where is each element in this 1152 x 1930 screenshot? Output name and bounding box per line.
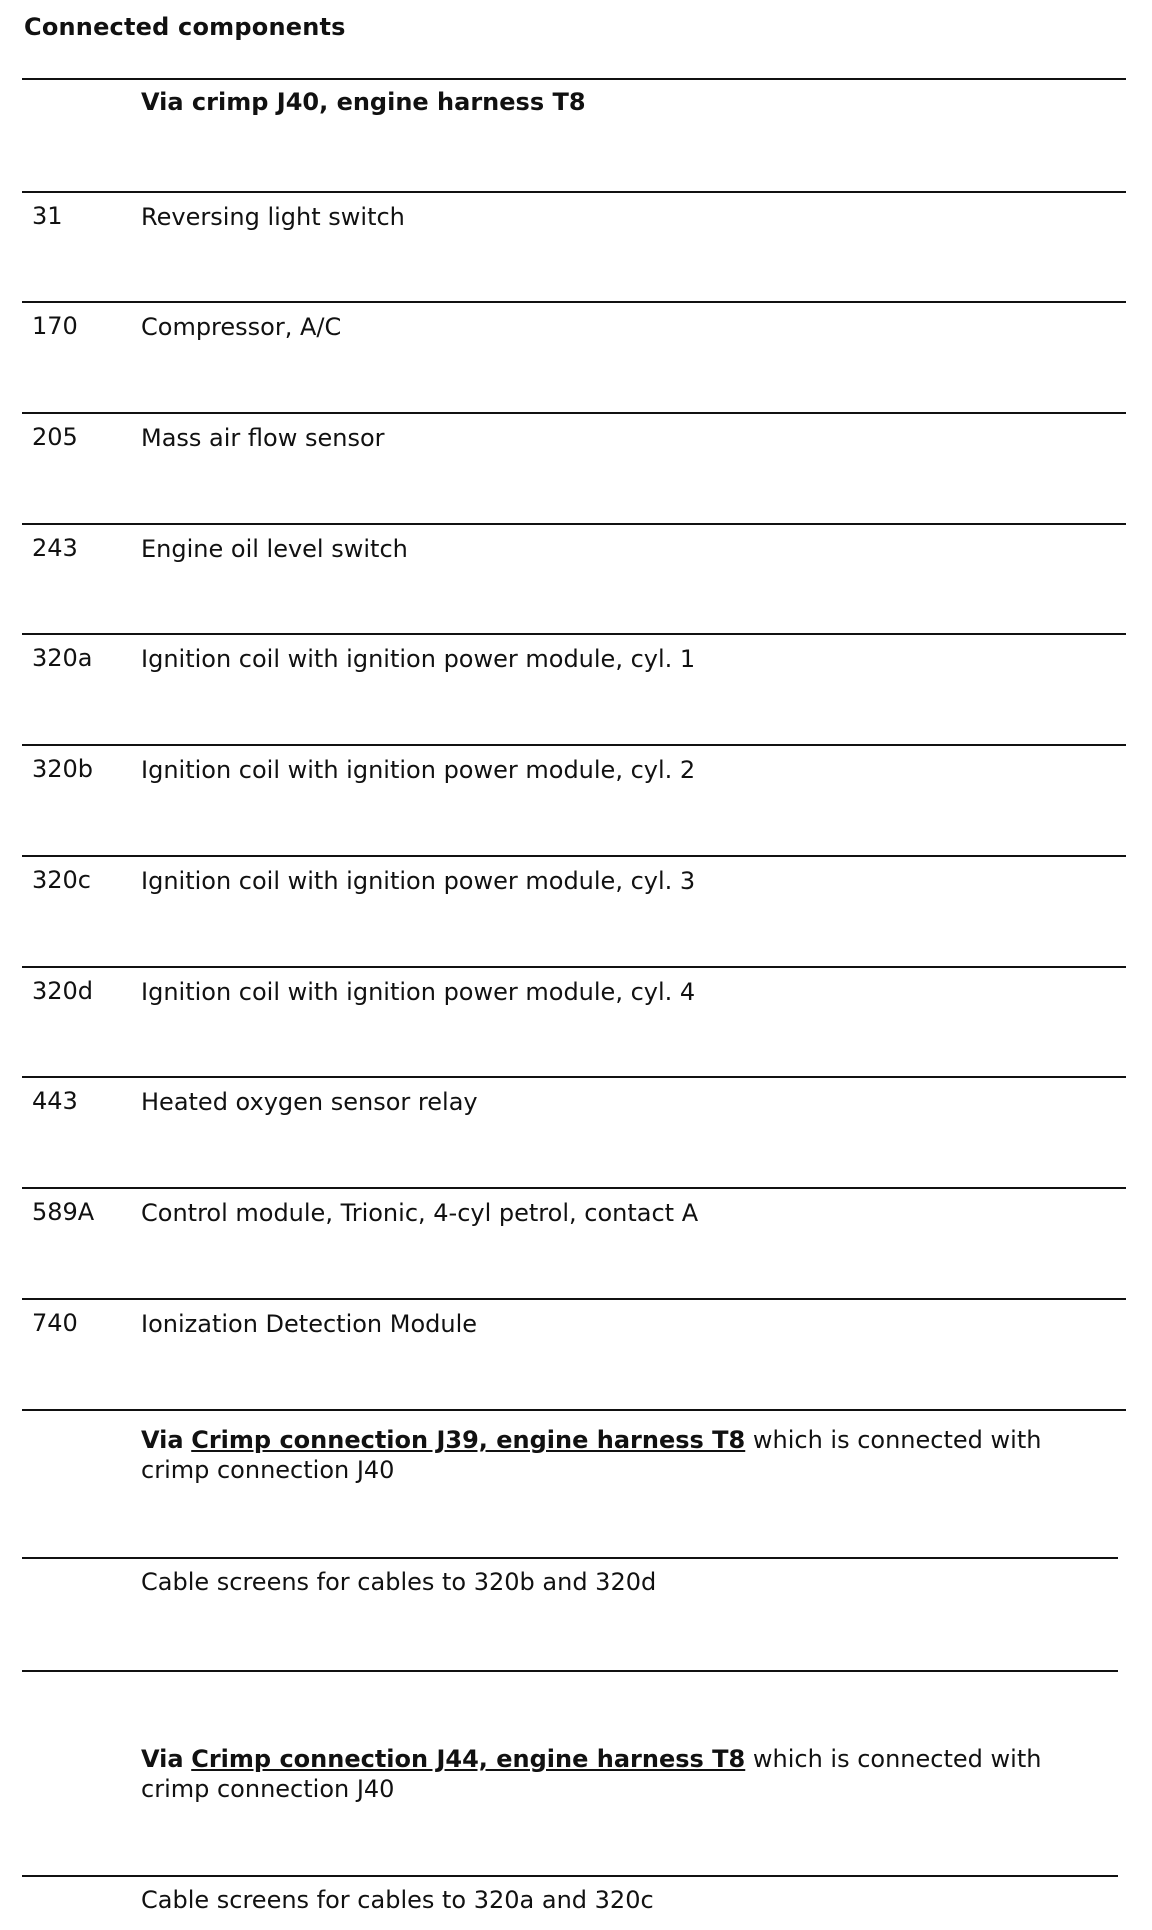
- component-desc: Compressor, A/C: [141, 313, 342, 341]
- table-rule: [22, 855, 1126, 857]
- component-id: 740: [32, 1309, 78, 1337]
- component-desc: Engine oil level switch: [141, 535, 408, 563]
- table-rule: [22, 1298, 1126, 1300]
- table-rule: [22, 744, 1126, 746]
- via-label: Via: [141, 1745, 184, 1773]
- table-rule: [22, 1409, 1126, 1411]
- table-rule: [22, 191, 1126, 193]
- component-id: 320c: [32, 866, 92, 894]
- component-id: 320d: [32, 977, 94, 1005]
- section-heading-j39: [141, 1425, 1061, 1485]
- component-desc: Ionization Detection Module: [141, 1310, 478, 1338]
- component-desc: Mass air flow sensor: [141, 424, 385, 452]
- component-desc: Ignition coil with ignition power module, cyl. 2: [141, 756, 696, 784]
- via-label: Via: [141, 1426, 184, 1454]
- component-desc: Reversing light switch: [141, 203, 405, 231]
- component-desc: Ignition coil with ignition power module, cyl. 4: [141, 978, 696, 1006]
- connection-note: which is connected with: [752, 1745, 1042, 1773]
- component-id: 31: [32, 202, 63, 230]
- component-id: 170: [32, 312, 78, 340]
- table-rule: [22, 633, 1126, 635]
- component-desc: Ignition coil with ignition power module, cyl. 1: [141, 645, 696, 673]
- page-title: Connected components: [24, 13, 346, 41]
- component-desc: Ignition coil with ignition power module, cyl. 3: [141, 867, 696, 895]
- table-rule: [22, 1557, 1118, 1559]
- cable-screens-j39: Cable screens for cables to 320b and 320d: [141, 1568, 657, 1596]
- table-rule: [22, 1670, 1118, 1672]
- table-rule: [22, 301, 1126, 303]
- table-rule: [22, 412, 1126, 414]
- component-desc: Control module, Trionic, 4-cyl petrol, contact A: [141, 1199, 699, 1227]
- component-id: 589A: [32, 1198, 95, 1226]
- component-desc: Heated oxygen sensor relay: [141, 1088, 478, 1116]
- table-rule: [22, 1076, 1126, 1078]
- crimp-j39-link[interactable]: Crimp connection J39, engine harness T8: [191, 1426, 746, 1454]
- connection-note-line2: crimp connection J40: [141, 1456, 395, 1484]
- crimp-j44-link[interactable]: Crimp connection J44, engine harness T8: [191, 1745, 746, 1773]
- table-rule: [22, 523, 1126, 525]
- table-rule: [22, 78, 1126, 80]
- table-rule: [22, 1875, 1118, 1877]
- connection-note: which is connected with: [752, 1426, 1042, 1454]
- component-id: 320b: [32, 755, 94, 783]
- connection-note-line2: crimp connection J40: [141, 1775, 395, 1803]
- component-id: 205: [32, 423, 78, 451]
- section-heading-j40: Via crimp J40, engine harness T8: [141, 88, 586, 116]
- component-id: 320a: [32, 644, 93, 672]
- component-id: 243: [32, 534, 78, 562]
- cable-screens-j44: Cable screens for cables to 320a and 320c: [141, 1886, 654, 1914]
- section-heading-j44: [141, 1744, 1061, 1804]
- table-rule: [22, 1187, 1126, 1189]
- table-rule: [22, 966, 1126, 968]
- component-id: 443: [32, 1087, 78, 1115]
